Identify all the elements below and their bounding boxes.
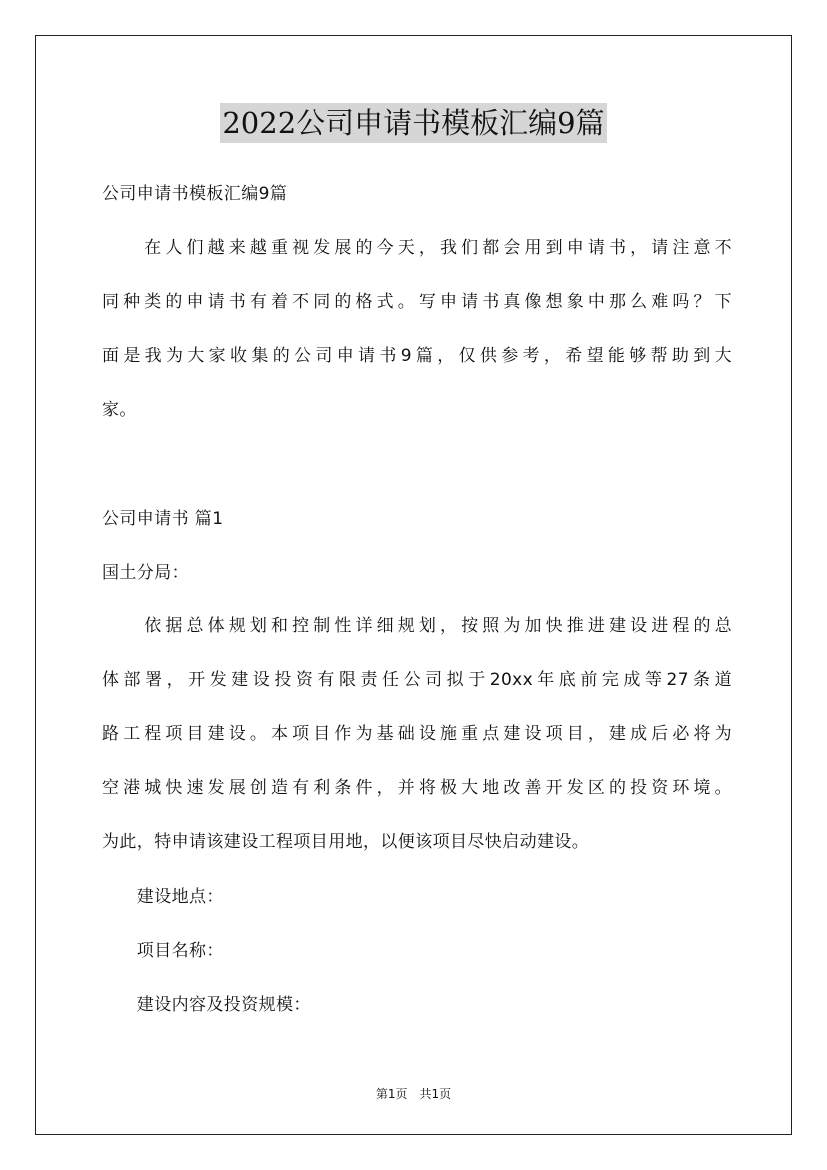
body-line-2: 体部署，开发建设投资有限责任公司拟于20xx年底前完成等27条道 — [102, 670, 732, 690]
title-container — [0, 103, 827, 143]
field-construction-site: 建设地点： — [102, 887, 224, 907]
subtitle: 公司申请书模板汇编9篇 — [102, 184, 288, 204]
intro-line-3: 面是我为大家收集的公司申请书9篇，仅供参考，希望能够帮助到大 — [102, 346, 732, 366]
document-title: 2022公司申请书模板汇编9篇 — [220, 103, 606, 143]
body-line-3: 路工程项目建设。本项目作为基础设施重点建设项目，建成后必将为 — [102, 724, 732, 744]
field-content-and-scale: 建设内容及投资规模： — [102, 995, 311, 1015]
body-line-5: 为此，特申请该建设工程项目用地，以便该项目尽快启动建设。 — [102, 832, 590, 852]
section-heading: 公司申请书 篇1 — [102, 509, 224, 529]
addressee: 国土分局： — [102, 563, 189, 583]
page-footer: 第1页 共1页 — [375, 1087, 452, 1101]
intro-line-1: 在人们越来越重视发展的今天，我们都会用到申请书，请注意不 — [102, 238, 732, 258]
field-project-name: 项目名称： — [102, 941, 224, 961]
body-line-4: 空港城快速发展创造有利条件，并将极大地改善开发区的投资环境。 — [102, 778, 732, 798]
body-line-1: 依据总体规划和控制性详细规划，按照为加快推进建设进程的总 — [102, 616, 732, 636]
intro-line-2: 同种类的申请书有着不同的格式。写申请书真像想象中那么难吗？下 — [102, 292, 732, 312]
intro-line-4: 家。 — [102, 400, 137, 420]
